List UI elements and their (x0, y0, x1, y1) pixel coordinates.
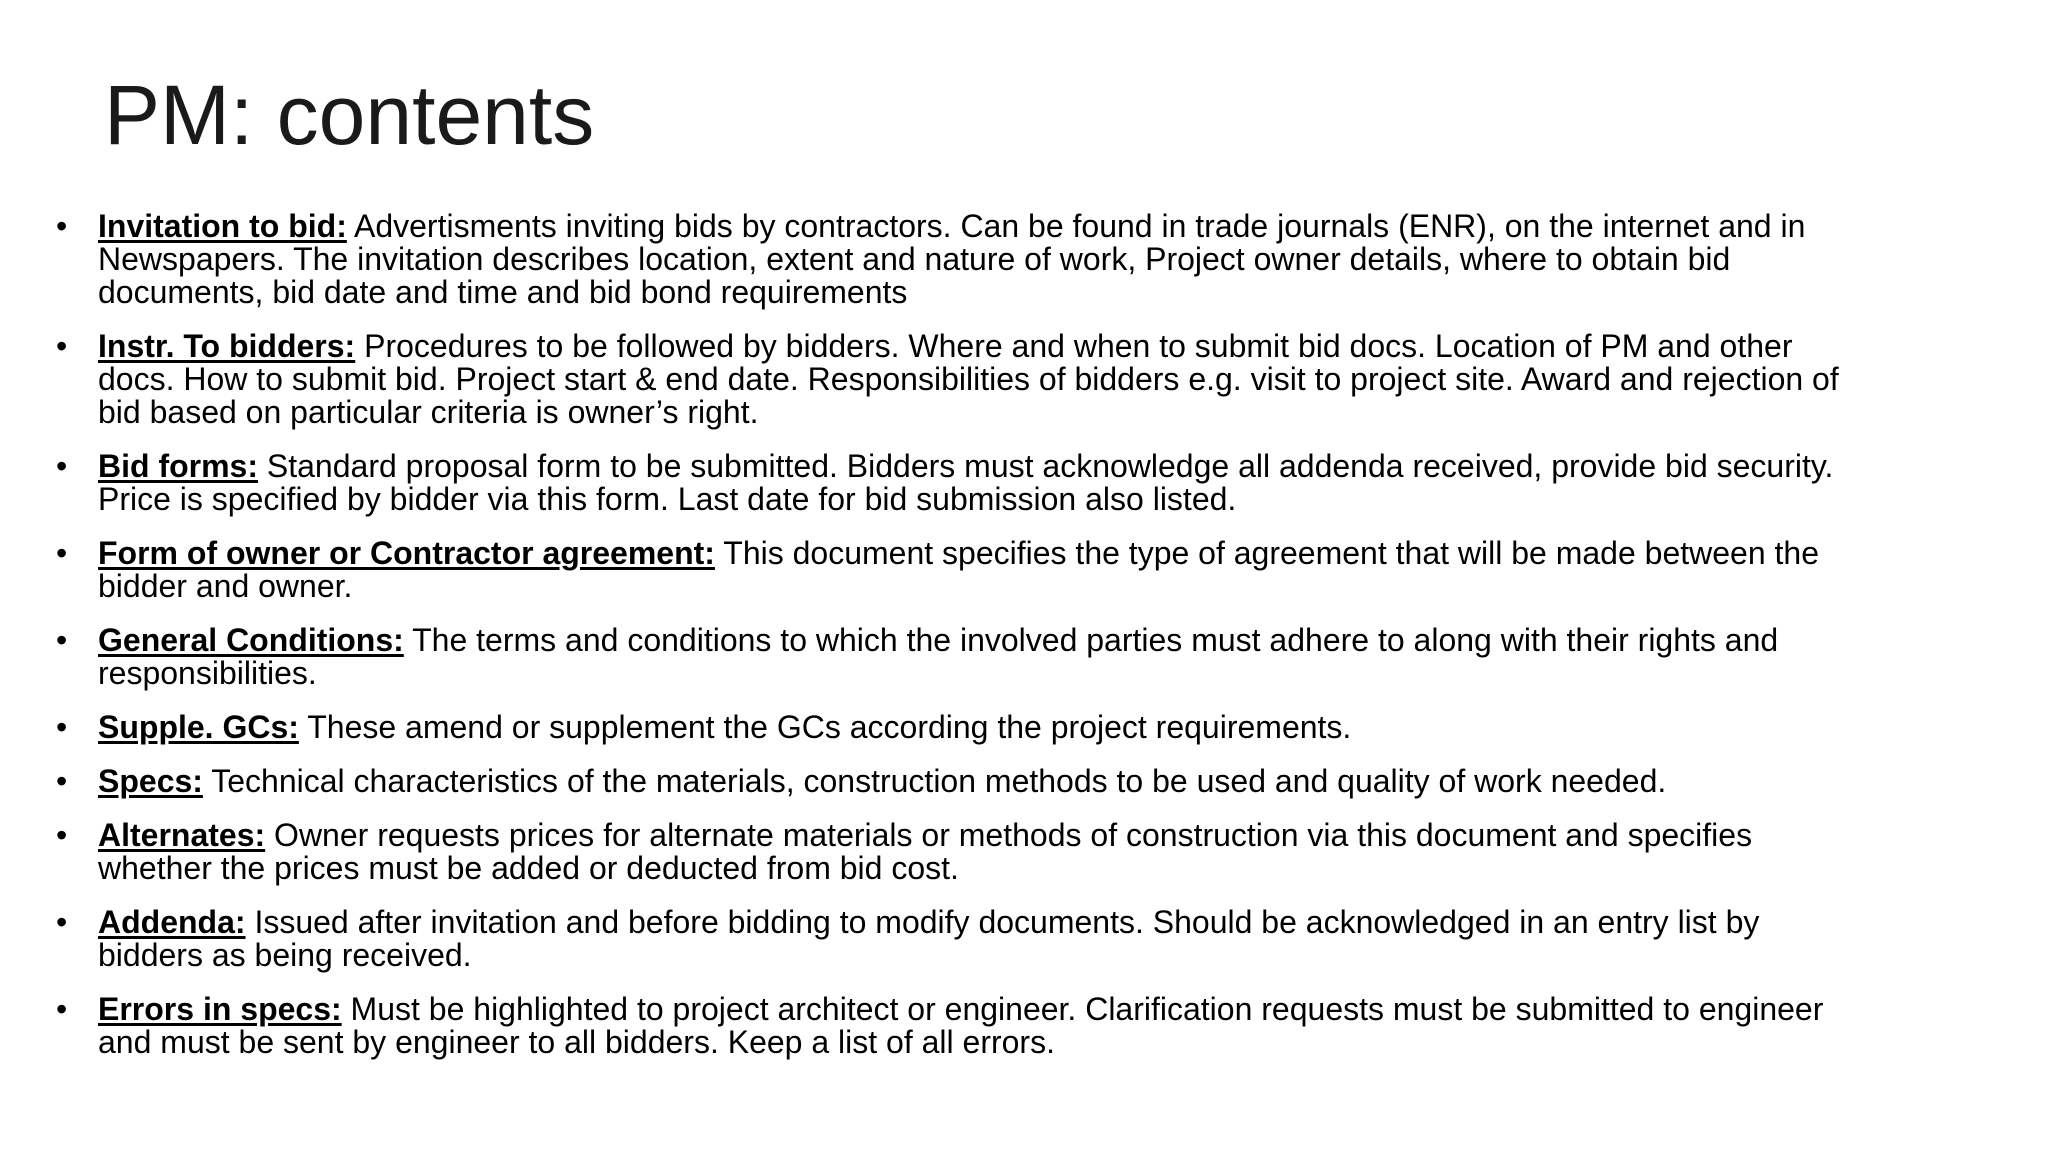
list-item-general-conditions (56, 624, 1856, 690)
list-item-agreement-form (56, 537, 1856, 603)
item-term: Invitation to bid: (98, 208, 347, 244)
list-item-invitation-to-bid (56, 210, 1856, 309)
list-item-instructions-to-bidders (56, 330, 1856, 429)
item-term: Addenda: (98, 904, 246, 940)
item-description: Procedures to be followed by bidders. Where and when to submit bid docs. Location of PM and other docs. How to submit bid. Project start & end date. Responsibilities of bidders e.g. visit to project site. Award and rejection of bid based on particular criteria is owner’s right. (98, 328, 1839, 430)
item-description: Technical characteristics of the materials, construction methods to be used and quality of work needed. (202, 763, 1667, 799)
bullet-icon: • (56, 991, 68, 1027)
item-term: Instr. To bidders: (98, 328, 356, 364)
item-description: These amend or supplement the GCs according the project requirements. (298, 709, 1352, 745)
bullet-icon: • (56, 328, 68, 364)
bullet-icon: • (56, 622, 68, 658)
item-term: Supple. GCs: (98, 709, 299, 745)
bullet-icon: • (56, 208, 68, 244)
item-description: Advertisments inviting bids by contractors. Can be found in trade journals (ENR), on the internet and in Newspapers. The invitation describes location, extent and nature of work, Project owner details, where to obtain bid documents, bid date and time and bid bond requirements (98, 208, 1806, 310)
item-term: Alternates: (98, 817, 266, 853)
item-description: The terms and conditions to which the involved parties must adhere to along with their rights and responsibilities. (98, 622, 1779, 691)
list-item-bid-forms (56, 450, 1856, 516)
item-description: Issued after invitation and before bidding to modify documents. Should be acknowledged in an entry list by bidders as being received. (98, 904, 1760, 973)
item-description: Standard proposal form to be submitted. Bidders must acknowledge all addenda received, provide bid security. Price is specified by bidder via this form. Last date for bid submission also listed. (98, 448, 1834, 517)
item-description: Must be highlighted to project architect or engineer. Clarification requests must be submitted to engineer and must be sent by engineer to all bidders. Keep a list of all errors. (98, 991, 1824, 1060)
list-item-specs (56, 765, 1856, 798)
item-term: Bid forms: (98, 448, 258, 484)
bullet-icon: • (56, 817, 68, 853)
item-description: Owner requests prices for alternate materials or methods of construction via this document and specifies whether the prices must be added or deducted from bid cost. (98, 817, 1753, 886)
item-term: Errors in specs: (98, 991, 342, 1027)
list-item-supplementary-gcs (56, 711, 1856, 744)
bullet-icon: • (56, 709, 68, 745)
item-description: This document specifies the type of agreement that will be made between the bidder and owner. (98, 535, 1819, 604)
list-item-addenda (56, 906, 1856, 972)
item-term: Form of owner or Contractor agreement: (98, 535, 715, 571)
slide-title: PM: contents (104, 68, 595, 162)
bullet-icon: • (56, 535, 68, 571)
list-item-errors-in-specs (56, 993, 1856, 1059)
bullet-list (56, 210, 1856, 1080)
item-term: General Conditions: (98, 622, 404, 658)
item-term: Specs: (98, 763, 203, 799)
bullet-icon: • (56, 763, 68, 799)
bullet-icon: • (56, 904, 68, 940)
list-item-alternates (56, 819, 1856, 885)
bullet-icon: • (56, 448, 68, 484)
